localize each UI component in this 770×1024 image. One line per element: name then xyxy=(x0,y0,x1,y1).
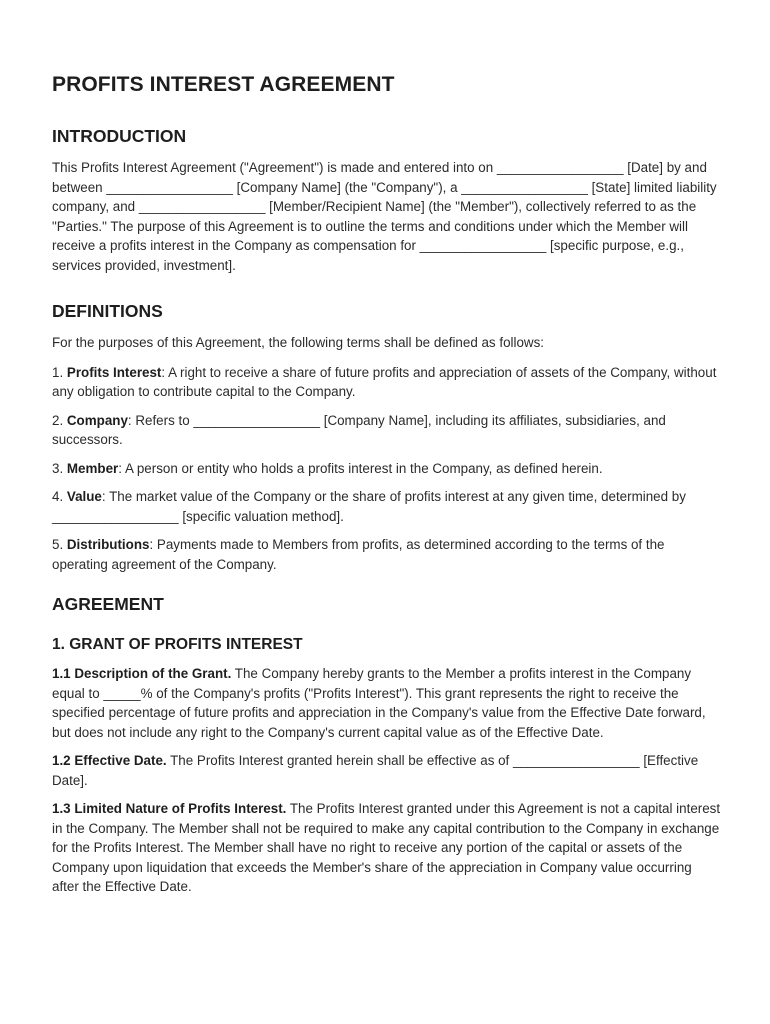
definition-text: : A person or entity who holds a profits interest in the Company, as defined herein. xyxy=(118,460,603,476)
definition-term: Value xyxy=(66,489,102,504)
paragraph-text: The Profits Interest granted under this Agreement is not a capital interest in the Company. The Member shall not be required to make any capital contribution to the Company in exchange for the Profits Interest. The Member shall have no right to receive any portion of the capital or assets of the Company upon liquidation that exceeds the Member's share of the appreciation in Company value occurring after the Effective Date. xyxy=(52,801,721,894)
definition-text: : The market value of the Company or the share of profits interest at any given time, determined by _________________ [specific valuation method]. xyxy=(52,489,686,524)
introduction-paragraph: This Profits Interest Agreement ("Agreement") is made and entered into on _________________ [Date] by and between _________________ [Company Name] (the "Company"), a _________________ [State] limited liability company, and _________________ [Member/Recipient Name] (the "Member"), collectively referred to as the "Parties." The purpose of this Agreement is to outline the terms and conditions under which the Member will receive a profits interest in the Company as compensation for _________________ [specific purpose, e.g., services provided, investment]. xyxy=(52,160,717,273)
paragraph-label: 1.3 Limited Nature of Profits Interest. xyxy=(52,801,287,816)
paragraph-label: 1.2 Effective Date. xyxy=(52,753,167,768)
paragraph-label: 1.1 Description of the Grant. xyxy=(52,666,232,681)
agreement-heading: AGREEMENT xyxy=(52,594,164,614)
definition-number: 5. xyxy=(52,537,67,552)
definition-item xyxy=(52,459,722,479)
introduction-heading: INTRODUCTION xyxy=(52,126,187,146)
definition-text: : Payments made to Members from profits, as determined according to the terms of the operating agreement of the Company. xyxy=(52,537,665,572)
definitions-lead: For the purposes of this Agreement, the following terms shall be defined as follows: xyxy=(52,335,544,350)
definition-item xyxy=(52,411,722,450)
document-title: PROFITS INTEREST AGREEMENT xyxy=(52,73,395,96)
definition-text: : A right to receive a share of future profits and appreciation of assets of the Company, without any obligation to contribute capital to the Company. xyxy=(52,364,717,399)
definition-term: Company xyxy=(66,412,128,428)
section-paragraph xyxy=(52,751,722,790)
definition-number: 4. xyxy=(52,489,67,504)
definition-item xyxy=(52,487,722,526)
definition-term: Profits Interest xyxy=(66,364,162,380)
definition-item xyxy=(52,535,722,574)
definitions-heading: DEFINITIONS xyxy=(52,301,163,321)
document-page xyxy=(52,68,722,906)
definition-number: 3. xyxy=(52,460,67,476)
section-heading: 1. GRANT OF PROFITS INTEREST xyxy=(52,636,303,653)
definition-item xyxy=(52,363,722,402)
section-paragraph xyxy=(52,799,722,897)
definition-term: Member xyxy=(66,460,119,476)
definition-term: Distributions xyxy=(66,537,150,552)
paragraph-text: The Company hereby grants to the Member a profits interest in the Company equal to _____% of the Company's profits ("Profits Interest"). This grant represents the right to receive the specified percentage of future profits and appreciation in the Company's value from the Effective Date forward, but does not include any right to the Company's current capital value as of the Effective Date. xyxy=(52,666,706,740)
paragraph-text: The Profits Interest granted herein shall be effective as of _________________ [Effective Date]. xyxy=(52,753,699,788)
definition-number: 2. xyxy=(52,412,67,428)
section-paragraph xyxy=(52,664,722,742)
definition-number: 1. xyxy=(52,364,67,380)
definition-text: : Refers to _________________ [Company Name], including its affiliates, subsidiaries, and successors. xyxy=(52,412,666,447)
